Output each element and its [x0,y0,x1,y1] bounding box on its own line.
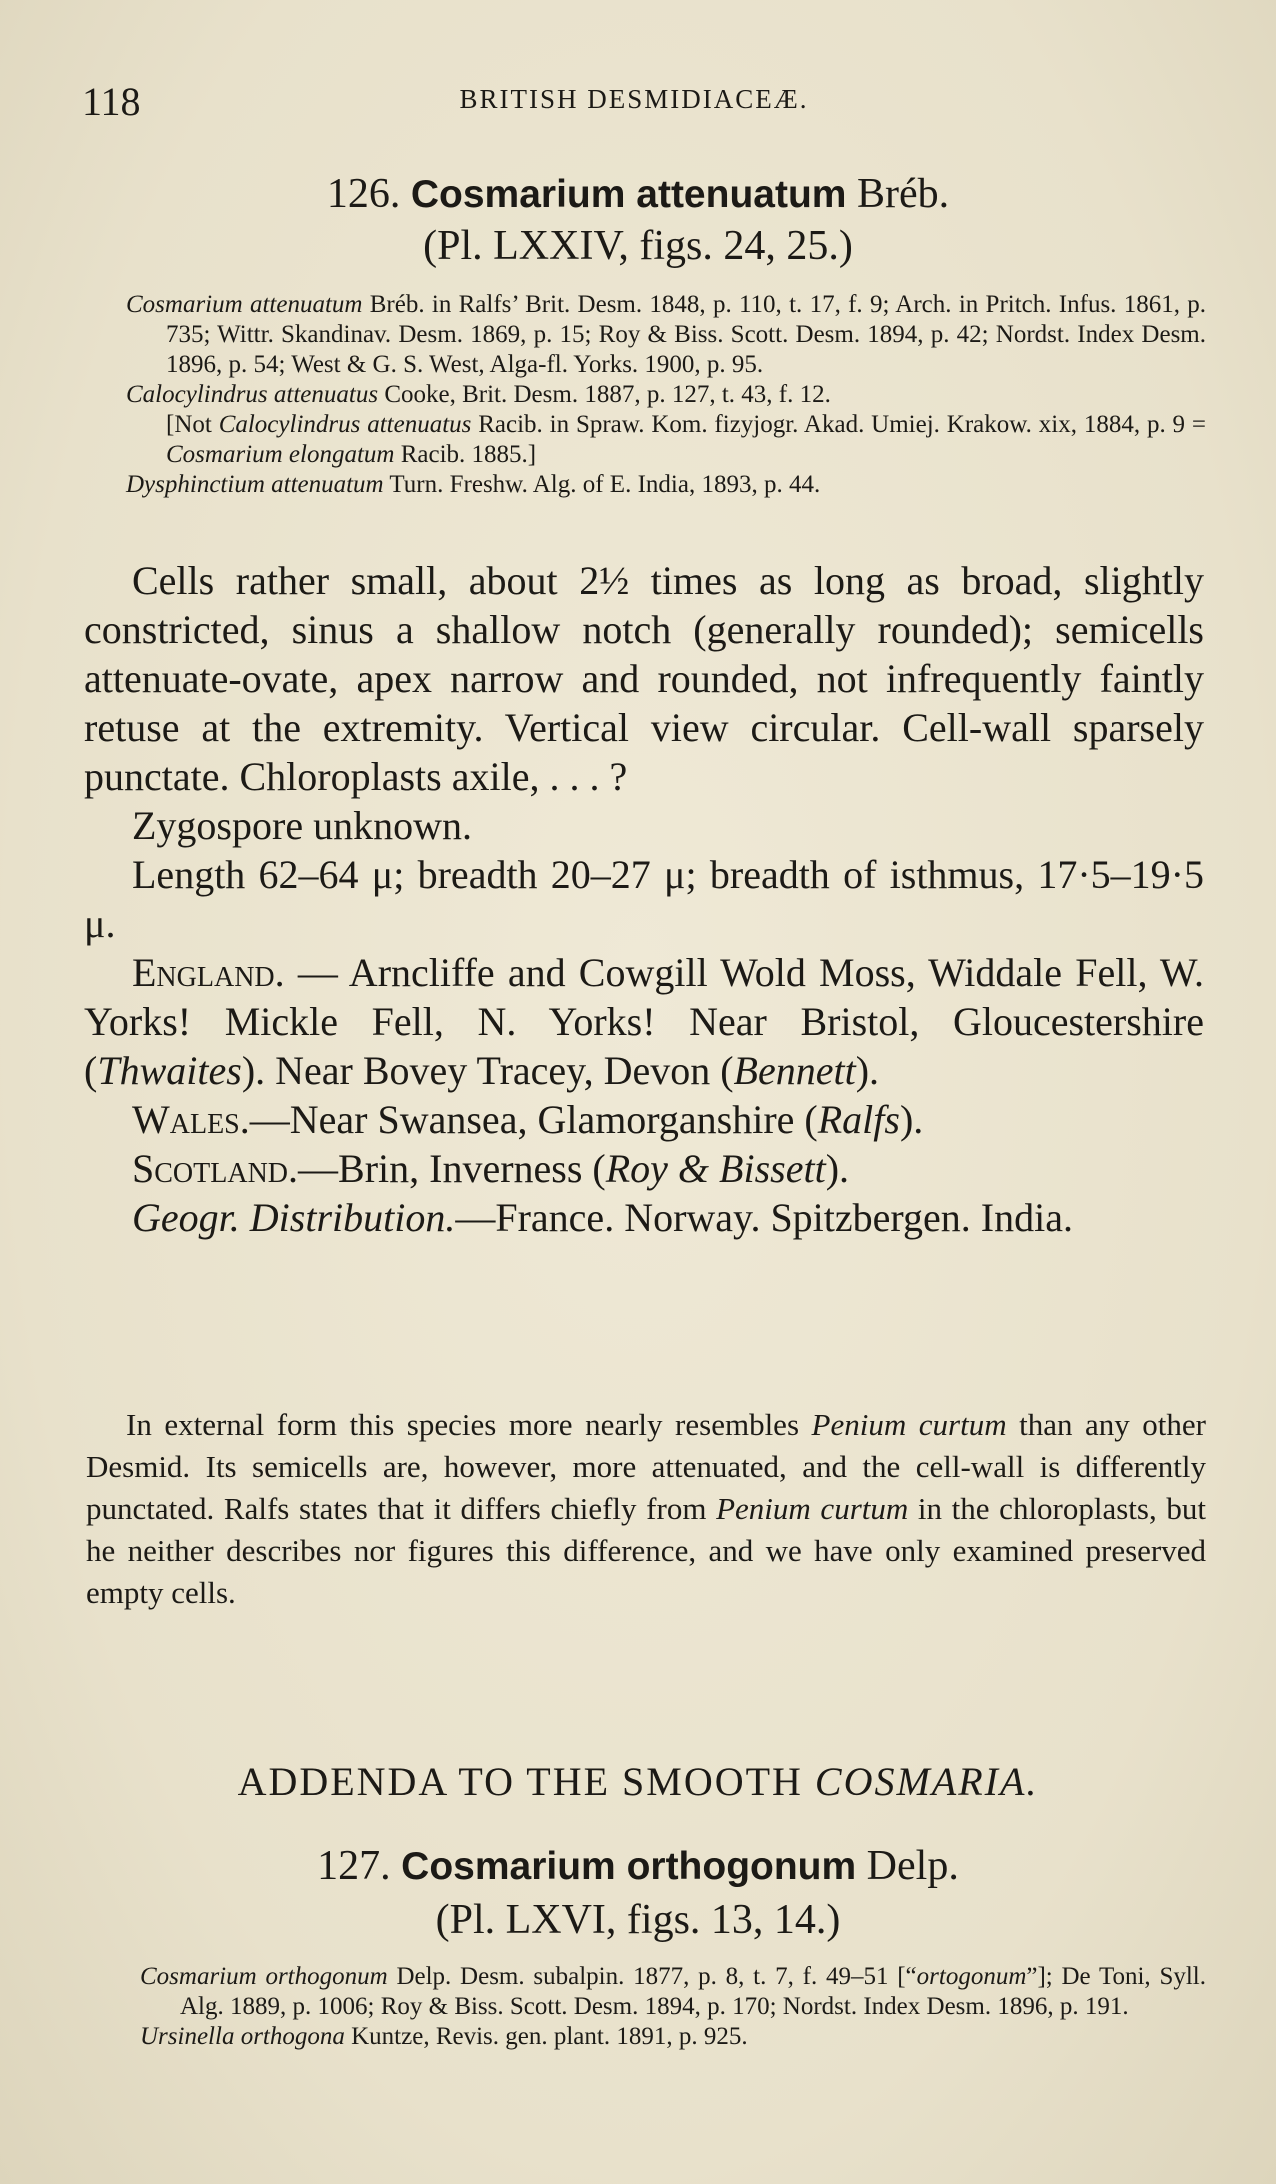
text: ). [825,1146,850,1191]
description-paragraph [84,556,1204,801]
distribution-england [84,948,1204,1095]
page-number: 118 [82,79,141,124]
species-name: Cosmarium attenuatum [410,173,847,216]
synonym-name: Calocylindrus attenuatus [218,411,472,438]
plate-reference: (Pl. LXVI, figs. 13, 14.) [435,1897,841,1943]
synonym-entry [140,1962,1206,2022]
synonym-name: ortogonum [916,1963,1027,1990]
species-description [84,556,1204,1242]
text: in the chloroplasts, but he neither describes nor figures this difference, and we have only examined preserved empty cells. [86,1491,1206,1610]
synonym-citation: Cooke, Brit. Desm. 1887, p. 127, t. 43, f. 12. [378,381,831,408]
synonym-citation: Turn. Freshw. Alg. of E. India, 1893, p. 44. [383,471,821,498]
text: ). Near Bovey Tracey, Devon ( [241,1048,734,1093]
zygospore-paragraph: Zygospore unknown. [132,803,472,848]
synonym-entry [126,380,1206,410]
text: —Near Swansea, Glamorganshire ( [249,1097,818,1142]
distribution-wales [84,1095,1204,1144]
collector: Ralfs [817,1097,900,1142]
commentary [86,1404,1206,1614]
species-number: 127. [317,1843,391,1889]
synonym-name: Cosmarium orthogonum [140,1963,388,1990]
synonym-name: Cosmarium attenuatum [126,291,363,318]
fraction: ½ [599,558,630,603]
species-authority: Bréb. [856,171,950,217]
distribution-scotland [84,1144,1204,1193]
synonym-name: Calocylindrus attenuatus [126,381,379,408]
text: In external form this species more nearly resembles [126,1407,812,1442]
synonym-citation: Racib. in Spraw. Kom. fizyjogr. Akad. Umiej. Krakow. xix, 1884, p. 9 = [471,411,1207,438]
synonym-name: Ursinella orthogona [140,2023,345,2050]
synonym-citation: Bréb. in Ralfs’ Brit. Desm. 1848, p. 110, t. 17, f. 9; Arch. in Pritch. Infus. 1861, p. 735; Wittr. Skandinav. Desm. 1869, p. 15; Roy & Biss. Scott. Desm. 1894, p. 42; Nordst. Index Desm. 1896, p. 54; West & G. S. West, Alga-fl. Yorks. 1900, p. 95. [166,291,1206,378]
synonymy-block [126,290,1206,500]
species-authority: Delp. [866,1843,959,1889]
collector: Bennett [733,1048,856,1093]
text: —Brin, Inverness ( [298,1146,606,1191]
text: ). [899,1097,924,1142]
text: Cells rather small, about 2 [132,558,600,603]
commentary-paragraph [86,1404,1206,1614]
text: — Arncliffe and Cowgill Wold Moss, Widdale Fell, W. Yorks! Mickle Fell, N. Yorks! Near Bristol, Gloucestershire ( [84,950,1204,1093]
dimensions-paragraph: Length 62–64 μ; breadth 20–27 μ; breadth of isthmus, 17·5–19·5 μ. [84,852,1204,946]
addenda-heading [0,1758,1276,1805]
text: ). [855,1048,880,1093]
heading-text: ADDENDA TO THE SMOOTH [237,1759,815,1804]
text: —France. Norway. Spitzbergen. India. [455,1195,1073,1240]
running-head [82,78,1186,128]
collector: Roy & Bissett [605,1146,826,1191]
synonym-entry [126,290,1206,380]
text: times as long as broad, slightly constricted, sinus a shallow notch (generally rounded); semicells attenuate-ovate, apex narrow and rounded, not infrequently faintly retuse at the extremity. Vertical view circular. Cell-wall sparsely punctate. Chloroplasts axile, . . . ? [84,558,1204,799]
synonymy-block [140,1962,1206,2052]
synonym-citation: Delp. Desm. subalpin. 1877, p. 8, t. 7, f. 49–51 [“ [387,1963,917,1990]
bracket-open: [Not [166,411,219,438]
synonym-entry [140,2022,1206,2052]
taxon-name: Penium curtum [811,1407,1007,1442]
species-name: Cosmarium orthogonum [401,1845,857,1888]
species-heading-126 [0,168,1276,221]
running-title: BRITISH DESMIDIACEÆ. [459,84,809,114]
synonym-entry [126,470,1206,500]
species-heading-127 [0,1840,1276,1893]
synonym-citation: Kuntze, Revis. gen. plant. 1891, p. 925. [344,2023,748,2050]
synonym-citation: ”]; De Toni, Syll. Alg. 1889, p. 1006; Roy & Biss. Scott. Desm. 1894, p. 170; Nordst. Index Desm. 1896, p. 191. [180,1963,1206,2020]
geographic-distribution [84,1193,1204,1242]
collector: Thwaites [97,1048,242,1093]
region-label: Wales. [132,1097,250,1142]
synonym-note [126,410,1206,470]
region-label: Scotland. [132,1146,299,1191]
taxon-name: Penium curtum [716,1491,909,1526]
synonym-name: Cosmarium elongatum [166,441,395,468]
genus-name: COSMARIA. [814,1759,1039,1804]
plate-reference: (Pl. LXXIV, figs. 24, 25.) [423,223,853,269]
text: than any other Desmid. Its semicells are, however, more attenuated, and the cell-wall is differently punctated. Ralfs states that it differs chiefly from [86,1407,1206,1526]
synonym-name: Dysphinctium attenuatum [126,471,384,498]
region-label: England. [132,950,285,995]
section-label: Geogr. Distribution. [132,1195,456,1240]
bracket-close: Racib. 1885.] [394,441,537,468]
species-number: 126. [326,171,401,217]
